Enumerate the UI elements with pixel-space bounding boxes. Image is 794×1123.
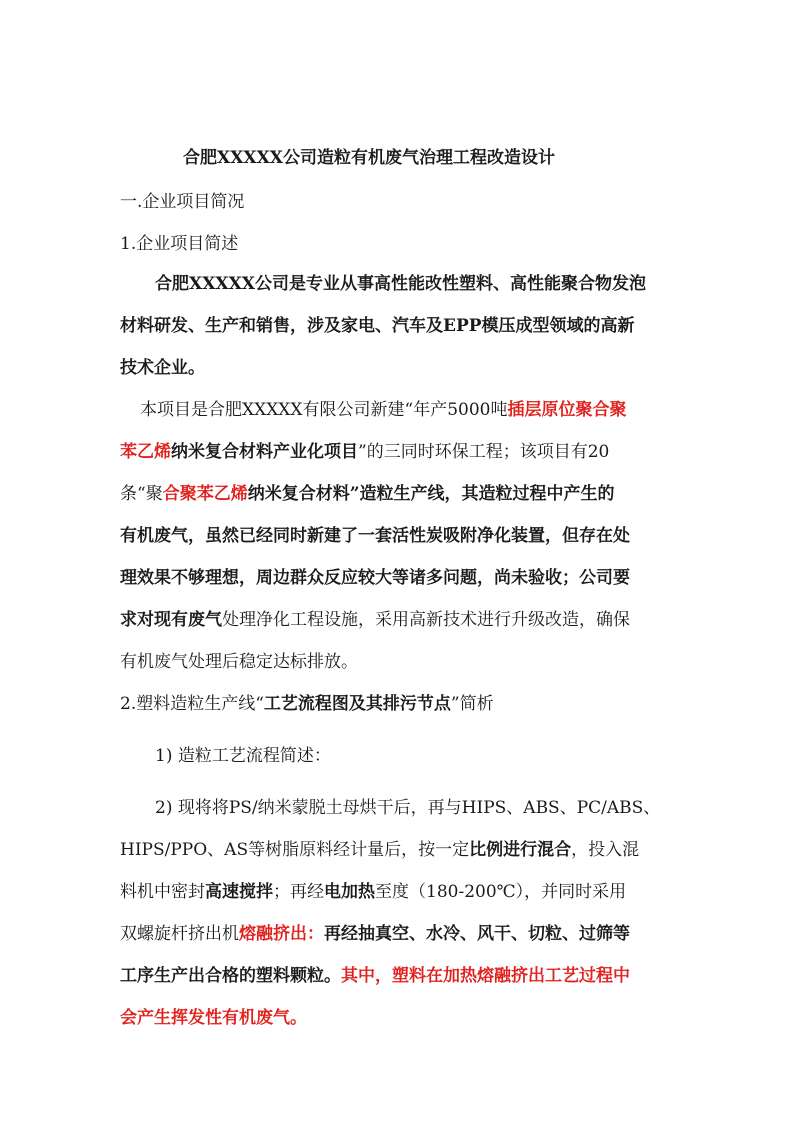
item2-line4 xyxy=(120,922,794,946)
list-item-1: 1) 造粒工艺流程简述： xyxy=(155,746,331,766)
item2-line5 xyxy=(120,964,794,988)
para2-line4: 有机废气，虽然已经同时新建了一套活性炭吸附净化装置，但存在处 xyxy=(120,526,630,546)
item2-highlight: 熔融挤出： xyxy=(239,924,324,944)
heading-text: ”简析 xyxy=(450,694,494,714)
para2-line1 xyxy=(140,398,794,422)
item2-text: 双螺旋杆挤出机 xyxy=(120,924,239,944)
item2-bold: 比例进行混合 xyxy=(469,840,572,860)
para2-highlight: 合聚苯乙烯 xyxy=(162,484,248,504)
para2-bold: 纳米复合材料产业化项目 xyxy=(171,442,358,462)
para2-line2 xyxy=(120,440,794,464)
heading-text: 2.塑料造粒生产线“ xyxy=(120,694,264,714)
item2-highlight: 其中，塑料在加热熔融挤出工艺过程中 xyxy=(341,966,630,986)
item2-line3 xyxy=(120,880,794,904)
item2-text: 至度（180-200℃），并同时采用 xyxy=(375,882,627,902)
para2-text: 处理净化工程设施，采用高新技术进行升级改造，确保 xyxy=(222,610,630,630)
item2-bold: 电加热 xyxy=(324,882,375,902)
subsection-heading-1-1: 1.企业项目简述 xyxy=(120,234,239,254)
item2-bold: 高速搅拌 xyxy=(205,882,273,902)
heading-bold: 工艺流程图及其排污节点 xyxy=(263,694,451,714)
para2-line3 xyxy=(120,482,794,506)
document-title: 合肥XXXXX公司造粒有机废气治理工程改造设计 xyxy=(183,148,555,168)
item2-line1: 2) 现将将PS/纳米蒙脱土母烘干后，再与HIPS、ABS、PC/ABS、 xyxy=(155,798,661,818)
para2-bold: ”造粒生产线，其造粒过程中产生的 xyxy=(349,484,615,504)
item2-text: ；再经 xyxy=(273,882,324,902)
item2-text: 料机中密封 xyxy=(120,882,205,902)
para2-line7: 有机废气处理后稳定达标排放。 xyxy=(120,652,358,672)
subsection-heading-1-2 xyxy=(120,692,794,716)
para2-bold: 纳米复合材料 xyxy=(247,484,350,504)
para2-text: 条“聚 xyxy=(120,484,163,504)
item2-bold: 工序生产出合格的塑料颗粒。 xyxy=(120,966,341,986)
para2-line6 xyxy=(120,608,794,632)
para2-text: 本项目是合肥XXXXX有限公司新建“年产5000吨 xyxy=(140,400,508,420)
para2-highlight: 插层原位聚合聚 xyxy=(507,400,627,420)
para1-line1: 合肥XXXXX公司是专业从事高性能改性塑料、高性能聚合物发泡 xyxy=(155,274,646,294)
item2-bold: 再经抽真空、水冷、风干、切粒、过筛等 xyxy=(324,924,630,944)
section-heading-1: 一.企业项目简况 xyxy=(120,192,245,212)
item2-line6: 会产生挥发性有机废气。 xyxy=(120,1008,307,1028)
item2-text: HIPS/PPO、AS等树脂原料经计量后，按一定 xyxy=(120,840,470,860)
item2-line2 xyxy=(120,838,794,862)
para2-highlight: 苯乙烯 xyxy=(120,442,171,462)
para2-text: ”的三同时环保工程；该项目有20 xyxy=(358,442,610,462)
para2-line5: 理效果不够理想，周边群众反应较大等诸多问题，尚未验收；公司要 xyxy=(120,568,630,588)
item2-text: ，投入混 xyxy=(571,840,640,860)
para1-line3: 技术企业。 xyxy=(120,358,205,378)
para1-line2: 材料研发、生产和销售，涉及家电、汽车及EPP模压成型领域的高新 xyxy=(120,316,635,336)
para2-bold: 求对现有废气 xyxy=(120,610,222,630)
